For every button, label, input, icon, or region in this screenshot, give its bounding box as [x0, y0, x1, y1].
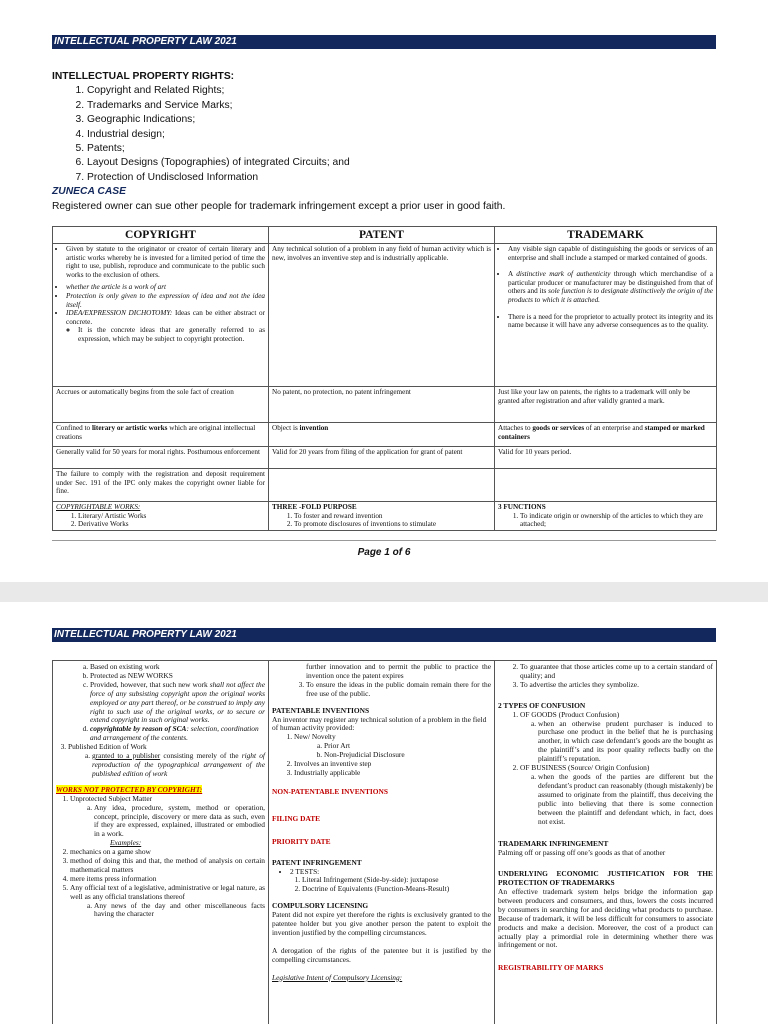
list-item: a. Based on existing work	[90, 663, 265, 672]
table-row-object	[53, 423, 717, 447]
page-header-bar	[52, 628, 716, 642]
list-item: 2. Doctrine of Equivalents (Function-Means-Result)	[302, 885, 491, 894]
page-header-title: INTELLECTUAL PROPERTY LAW 2021	[54, 629, 237, 640]
text-fragment: sole function is to designate distinctively the origin of the products to which it is attached.	[508, 287, 713, 304]
table-cell	[269, 469, 495, 502]
table-header-row	[53, 227, 717, 244]
list-item: 2. To guarantee that those articles come up to a certain standard of quality; and	[520, 663, 713, 681]
list-item: 2. Derivative Works	[78, 520, 265, 529]
patentable-criteria-list	[272, 733, 491, 778]
table-row-accrual	[53, 387, 717, 423]
list-item: a. Any idea, procedure, system, method or operation, concept, principle, discovery or mere data as such, even if they are expressed, explained, illustrated or embodied in a work.	[94, 804, 265, 840]
page-number: Page 1 of 6	[357, 547, 411, 558]
trademark-notes-cell	[495, 661, 717, 1024]
patentable-text: An inventor may register any technical solution of a problem in the field of human activity provided:	[272, 714, 487, 733]
text-fragment: New/ Novelty	[294, 732, 336, 742]
text-fragment: copyrightable by reason of SCA	[90, 724, 187, 734]
tests-sub-list	[272, 876, 491, 894]
filing-date-heading: FILING DATE	[272, 813, 321, 823]
list-item: 2. mechanics on a game show	[70, 848, 265, 857]
non-patentable-heading: NON-PATENTABLE INVENTIONS	[272, 786, 389, 796]
text-fragment: stamped or marked containers	[498, 424, 705, 441]
list-item	[70, 884, 265, 920]
sub-list	[70, 804, 265, 840]
text-fragment: which are original intellectual creations	[56, 424, 256, 441]
definition-bullet: • Given by statute to the originator or creator of certain literary and artistic works whereby he is invested for a limited period of time the right to use, publish, reproduce and communicate to the public such works to the exclusion of others.	[66, 245, 265, 279]
derivative-list	[56, 663, 265, 743]
sub-list	[520, 720, 713, 765]
threefold-purpose-heading: THREE -FOLD PURPOSE	[272, 503, 357, 511]
list-item: 2. To promote disclosures of inventions to stimulate	[294, 520, 491, 529]
list-item: 1. Literary/ Artistic Works	[78, 512, 265, 521]
definition-bullet	[66, 309, 265, 343]
list-item: a. when the goods of the parties are different but the defendant’s product can reasonably (though mistakenly) be assumed to originate from the plaintiff, thus deceiving the public into believing that there is some connection between the plaintiff and defendant which, in fact, does not exist.	[538, 773, 713, 826]
derogation-text: A derogation of the rights of the patentee but it is justified by the compelling circumstances.	[272, 945, 491, 964]
intro-section	[52, 70, 716, 214]
text-fragment: Unprotected Subject Matter	[70, 793, 153, 803]
column-header-copyright: COPYRIGHT	[53, 227, 269, 244]
sub-list	[520, 773, 713, 826]
list-item: 1. To indicate origin or ownership of the articles to which they are attached;	[520, 512, 713, 529]
list-item: b. Protected as NEW WORKS	[90, 672, 265, 681]
list-item: • 2 TESTS:	[290, 868, 491, 877]
sub-list	[294, 742, 491, 760]
table-cell	[53, 423, 269, 447]
ipr-list	[52, 84, 716, 185]
list-item: 3. method of doing this and that, the method of analysis on certain mathematical matters	[70, 857, 265, 875]
list-item	[520, 711, 713, 764]
list-item	[294, 733, 491, 760]
text-fragment: Provided, however, that such new work	[90, 679, 210, 689]
text-fragment: shall not affect the force of any subsisting copyright upon the original works employed or any part thereof, or be construed to imply any right to such use of the original works, or to secure or extend copyright in such original works.	[90, 679, 266, 725]
definition-bullet	[508, 270, 713, 304]
ipr-heading: INTELLECTUAL PROPERTY RIGHTS:	[52, 71, 235, 82]
priority-date-heading: PRIORITY DATE	[272, 836, 331, 846]
highlighted-heading: WORKS NOT PROTECTED BY COPYRIGHT:	[56, 784, 203, 794]
text-fragment: goods or services	[532, 424, 585, 432]
unprotected-list	[56, 795, 265, 920]
footer-divider	[52, 540, 716, 541]
patent-definition-cell: Any technical solution of a problem in any field of human activity which is new, involves an inventive step and is industrially applicable.	[269, 244, 495, 387]
text-fragment: Any official text of a legislative, administrative or legal nature, as well as any official translations thereof	[70, 882, 265, 901]
compulsory-licensing-heading: COMPULSORY LICENSING	[272, 901, 369, 911]
patent-infringement-heading: PATENT INFRINGEMENT	[272, 857, 362, 867]
text-fragment: OF BUSINESS (Source/ Origin Confusion)	[520, 763, 650, 773]
list-item: b. Non-Prejudicial Disclosure	[324, 751, 491, 760]
table-cell	[495, 469, 717, 502]
patentable-inventions-heading: PATENTABLE INVENTIONS	[272, 705, 370, 715]
text-fragment: of an enterprise and	[584, 424, 645, 432]
table-cell: Just like your law on patents, the rights to a trademark will only be granted after registration and after validly granted a mark.	[495, 387, 717, 423]
list-item	[68, 743, 265, 779]
text-fragment: through which merchandise of a particular producer or manufacturer may be distinguished from that of others and its	[508, 270, 713, 296]
text-fragment: Object is	[272, 424, 300, 432]
list-item	[92, 752, 265, 779]
table-cell: The failure to comply with the registration and deposit requirement under Sec. 191 of the IPC only makes the copyright owner liable for fine.	[53, 469, 269, 502]
table-row	[53, 661, 717, 1024]
published-edition-list	[56, 743, 265, 779]
list-item: a. Any news of the day and other miscellaneous facts having the character	[94, 902, 265, 920]
legislative-intent-text: Legislative Intent of Compulsory Licensing:	[272, 972, 403, 982]
list-item: 3. To ensure the ideas in the public domain remain there for the free use of the public.	[306, 681, 491, 699]
copyrightable-works-heading: COPYRIGHTABLE WORKS:	[56, 503, 141, 511]
text-fragment: literary or artistic works	[91, 424, 168, 432]
ipr-item: 5. Patents;	[87, 142, 716, 156]
text-fragment: distinctive mark of authenticity	[516, 270, 611, 279]
examples-label: Examples:	[110, 838, 142, 848]
definition-bullet: • There is a need for the proprietor to actually protect its integrity and its name because it will have any adverse consequences as to the quality.	[508, 313, 713, 330]
ipr-item: 1. Copyright and Related Rights;	[87, 84, 716, 98]
table-row-registration	[53, 469, 717, 502]
text-fragment: invention	[299, 424, 329, 432]
list-item: a. Prior Art	[324, 742, 491, 751]
table-cell	[269, 502, 495, 531]
page-2	[0, 602, 768, 1024]
definition-bullet: • whether the article is a work of art	[66, 283, 265, 292]
list-item: 1. Literal Infringement (Side-by-side): juxtapose	[302, 876, 491, 885]
idea-expression-term: IDEA/EXPRESSION DICHOTOMY:	[66, 309, 173, 318]
sub-list	[70, 902, 265, 920]
table-cell: Valid for 10 years period.	[495, 447, 717, 469]
table-cell: No patent, no protection, no patent infringement	[269, 387, 495, 423]
notes-table	[52, 660, 717, 1024]
list-item: 2. Involves an inventive step	[294, 760, 491, 769]
three-functions-heading: 3 FUNCTIONS	[498, 503, 546, 511]
palming-off-text: Palming off or passing off one’s goods as that of another	[498, 848, 666, 858]
list-item: 3. To advertise the articles they symbolize.	[520, 681, 713, 690]
text-fragment: Attaches to	[498, 424, 533, 432]
confusion-types-heading: 2 TYPES OF CONFUSION	[498, 700, 586, 710]
ipr-item: 6. Layout Designs (Topographies) of integrated Circuits; and	[87, 156, 716, 170]
copyright-notes-cell	[53, 661, 269, 1024]
trademark-infringement-heading: TRADEMARK INFRINGEMENT	[498, 839, 609, 849]
table-cell	[269, 423, 495, 447]
table-row-validity	[53, 447, 717, 469]
text-fragment: Confined to	[56, 424, 92, 432]
economic-justification-heading: UNDERLYING ECONOMIC JUSTIFICATION FOR THE PROTECTION OF TRADEMARKS	[498, 869, 713, 888]
column-header-patent: PATENT	[269, 227, 495, 244]
economic-justification-text: An effective trademark system helps bridge the information gap between producers and consumers, and thus, lowers the costs incurred by consumers in searching for and deciding what products to purchase. Because of trademark, it will be less difficult for consumers to associate products and make a decision. Moreover, the cost of a product can actually play a primordial role in determining whether there was infringement or not.	[498, 887, 713, 950]
definition-bullet: • Any visible sign capable of distinguishing the goods or services of an enterprise and shall include a stamped or marked contained of goods.	[508, 245, 713, 262]
continued-text: further innovation and to permit the public to practice the invention once the patent expires	[306, 662, 491, 680]
list-item: 4. mere items press information	[70, 875, 265, 884]
table-row-definition	[53, 244, 717, 387]
definition-bullet: • Protection is only given to the expression of idea and not the idea itself.	[66, 292, 265, 309]
ipr-item: 2. Trademarks and Service Marks;	[87, 99, 716, 113]
text-fragment: : selection, coordination and arrangement of the contents.	[90, 724, 259, 743]
table-row-purposes	[53, 502, 717, 531]
compulsory-text: Patent did not expire yet therefore the rights is exclusively granted to the patentee holder but you give another person the patent to exploit the invention justified by the compelling circumstances.	[272, 910, 491, 937]
page-header-bar	[52, 35, 716, 49]
sub-list	[68, 752, 265, 779]
ipr-item: 3. Geographic Indications;	[87, 113, 716, 127]
table-cell	[53, 502, 269, 531]
text-fragment: OF GOODS (Product Confusion)	[520, 709, 620, 719]
comparison-table	[52, 226, 717, 531]
text-fragment: A	[508, 270, 517, 279]
purpose-list	[272, 681, 491, 699]
list-item	[90, 681, 265, 726]
trademark-definition-cell	[495, 244, 717, 387]
table-cell: Generally valid for 50 years for moral rights. Posthumous enforcement	[53, 447, 269, 469]
text-fragment: granted to a publisher	[92, 751, 161, 761]
definition-sub-bullet: ◦ It is the concrete ideas that are generally referred to as expression, which may be subject to copyright protection.	[78, 326, 265, 343]
patent-notes-cell	[269, 661, 495, 1024]
table-cell	[495, 502, 717, 531]
table-cell: Valid for 20 years from filing of the application for grant of patent	[269, 447, 495, 469]
table-cell	[495, 423, 717, 447]
column-header-trademark: TRADEMARK	[495, 227, 717, 244]
page-header-title: INTELLECTUAL PROPERTY LAW 2021	[54, 36, 237, 47]
idea-expression-text: Ideas can be either abstract or concrete.	[66, 309, 266, 326]
list-item: 3. Industrially applicable	[294, 769, 491, 778]
list-item	[90, 725, 265, 743]
list-item: a. when an otherwise prudent purchaser is induced to purchase one product in the belief that he is purchasing another, in which case defendant’s goods are the bought as the plaintiff’s and its poor quality reflects badly on the plaintiff’s reputation.	[538, 720, 713, 765]
table-cell: Accrues or automatically begins from the sole fact of creation	[53, 387, 269, 423]
registrability-heading: REGISTRABILITY OF MARKS	[498, 963, 604, 973]
case-heading: ZUNECA CASE	[52, 186, 126, 198]
list-item	[520, 764, 713, 826]
functions-list	[498, 663, 713, 690]
ipr-item: 7. Protection of Undisclosed Information	[87, 171, 716, 185]
text-fragment: consisting merely of the	[160, 751, 242, 761]
case-text: Registered owner can sue other people for trademark infringement except a prior user in good faith.	[52, 200, 506, 212]
copyright-definition-cell	[53, 244, 269, 387]
text-fragment: Published Edition of Work	[68, 742, 147, 752]
list-item: 1. To foster and reward invention	[294, 512, 491, 521]
ipr-item: 4. Industrial design;	[87, 128, 716, 142]
list-item	[70, 795, 265, 848]
confusion-list	[498, 711, 713, 827]
text-fragment: right of reproduction of the typographical arrangement of the published edition of work	[92, 751, 265, 778]
